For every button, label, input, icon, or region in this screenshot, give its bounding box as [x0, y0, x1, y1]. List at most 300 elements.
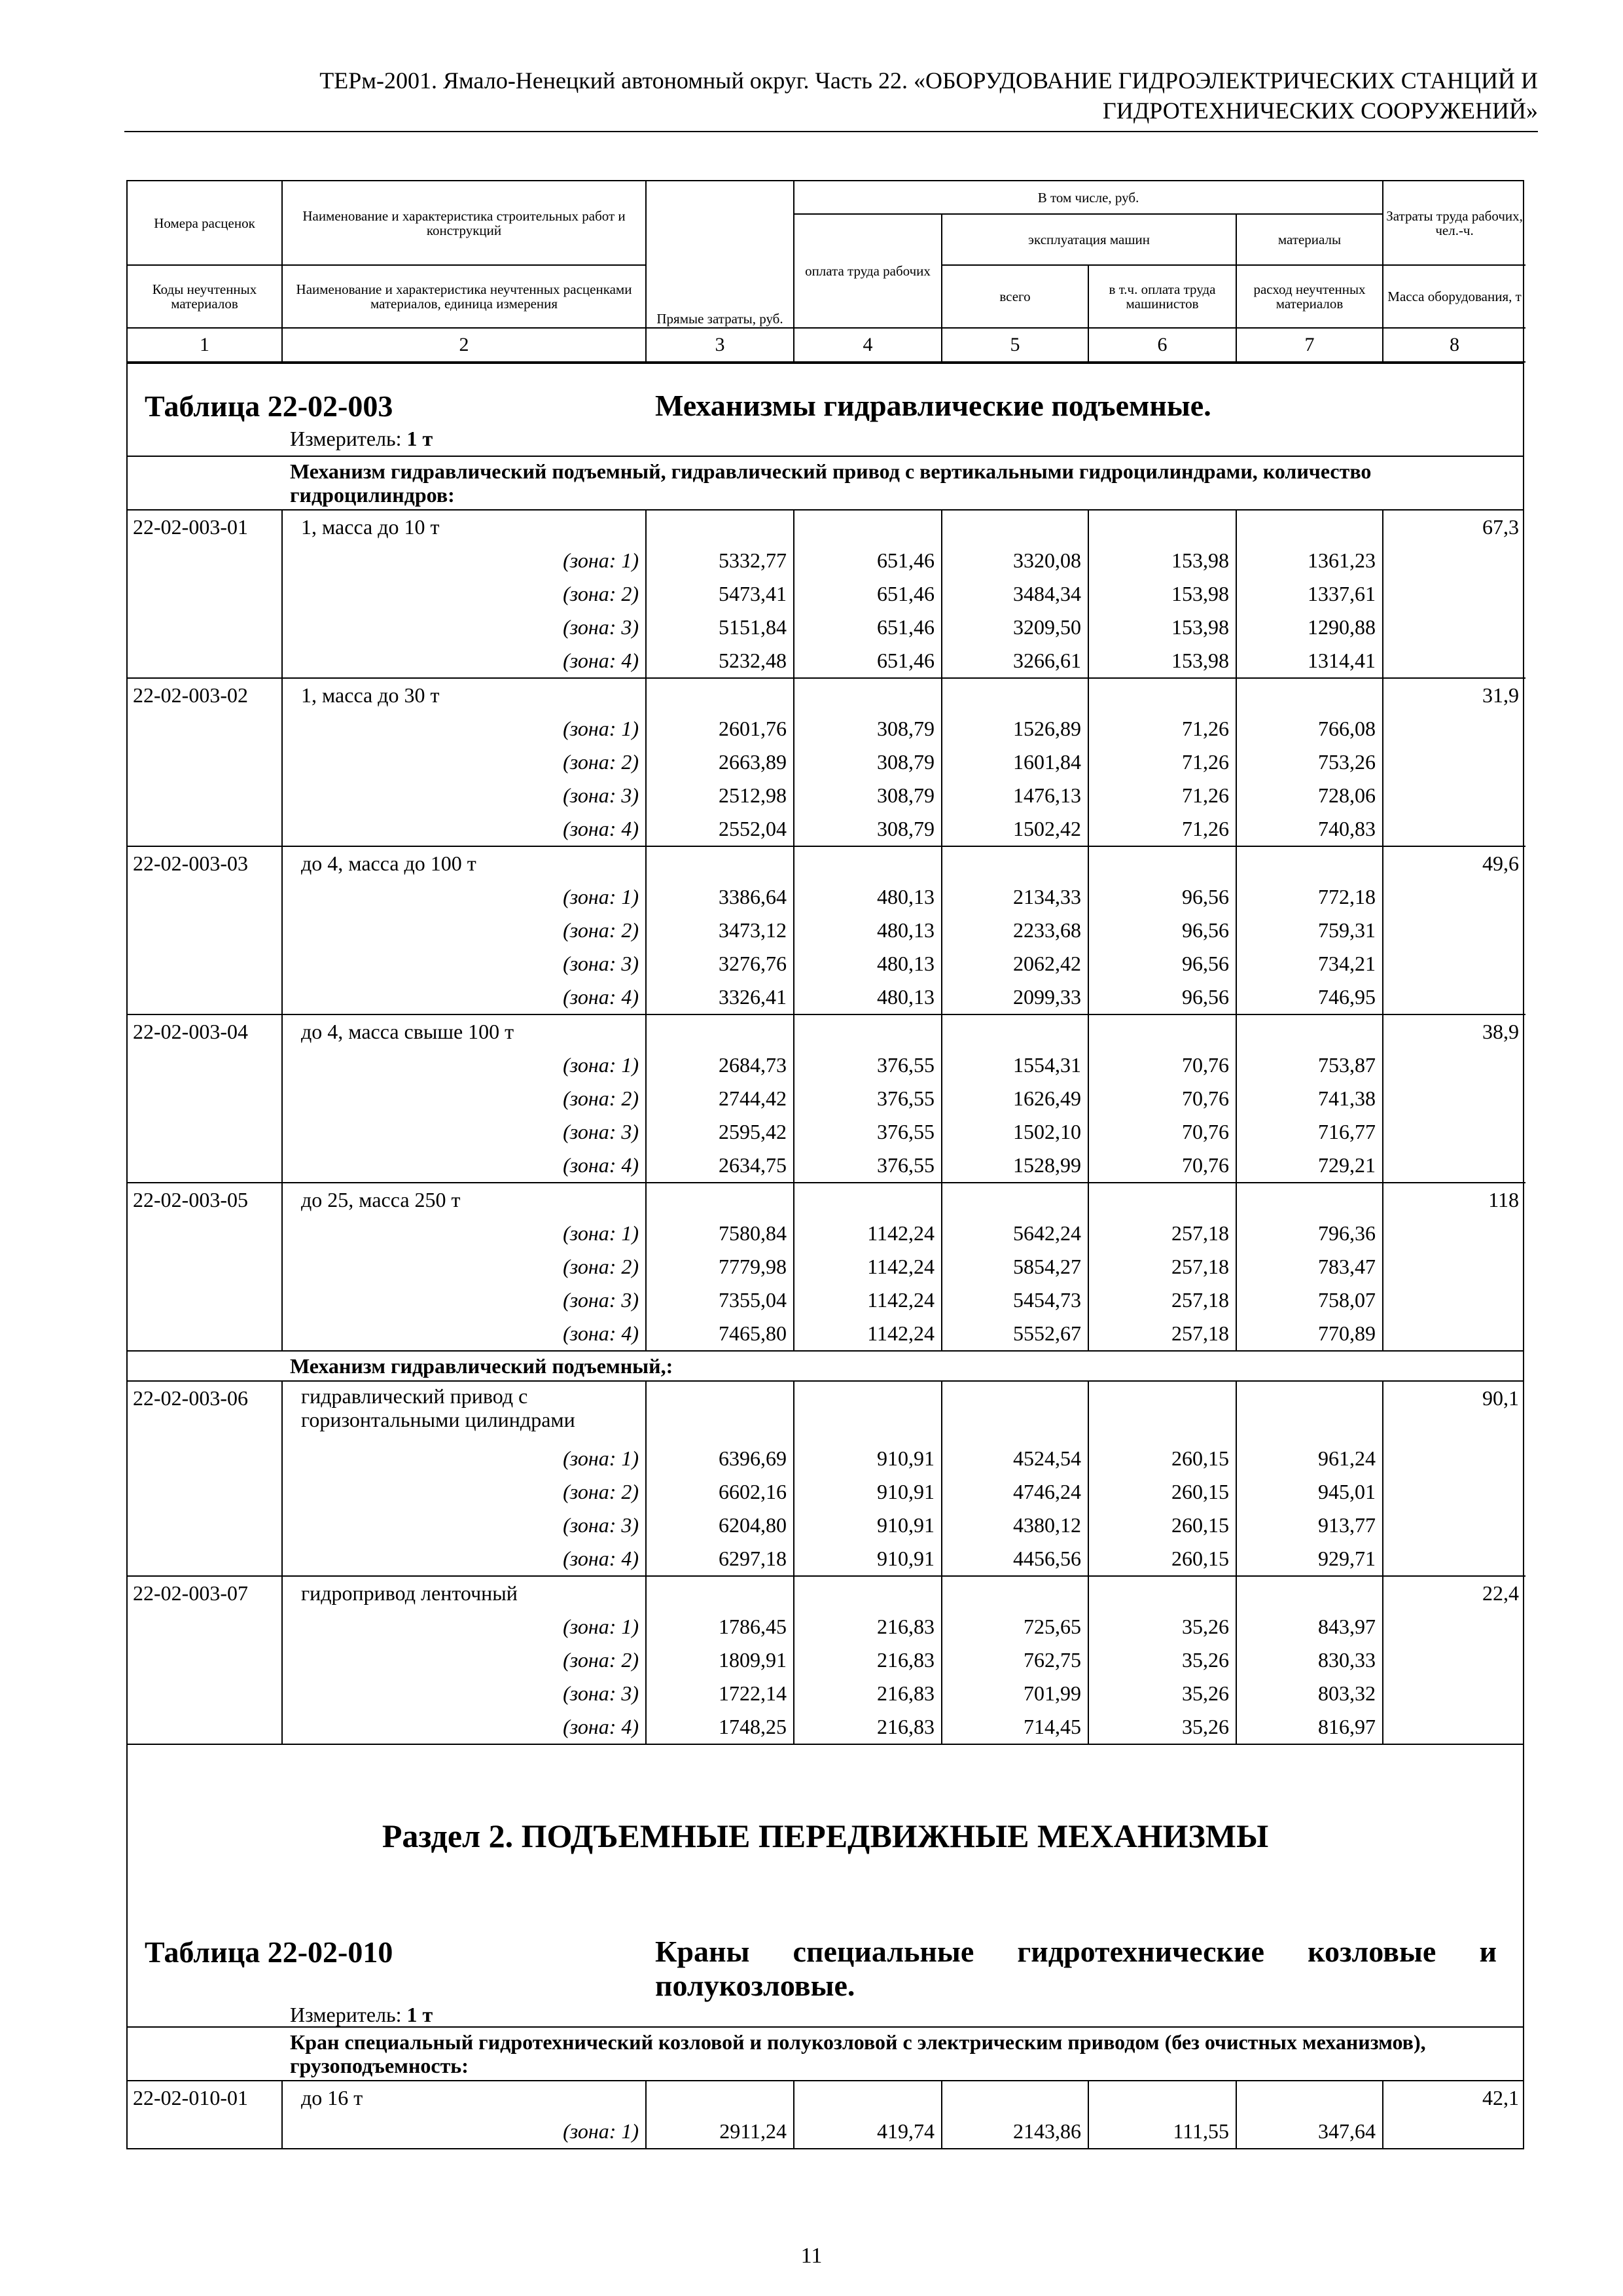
col7-header: расход неучтенных материалов: [1236, 265, 1383, 328]
labor-cost: 49,6: [1482, 852, 1519, 875]
empty-cell: [942, 511, 1088, 544]
running-header-line-2: ГИДРОТЕХНИЧЕСКИХ СООРУЖЕНИЙ»: [1102, 98, 1538, 124]
zone-row: [128, 1610, 1525, 1643]
zone-label: (зона: 3): [282, 1677, 646, 1710]
operator-pay: 111,55: [1088, 2115, 1236, 2148]
zone-row: [128, 779, 1525, 812]
zone-row: [128, 1049, 1525, 1082]
col2-top-header: Наименование и характеристика строительных работ и конструкций: [282, 181, 646, 265]
running-header-line-1: ТЕРм-2001. Ямало-Ненецкий автономный округ. Часть 22. «ОБОРУДОВАНИЕ ГИДРОЭЛЕКТРИЧЕСКИХ СТАНЦИЙ И: [319, 67, 1538, 94]
machines-total: 1476,13: [942, 779, 1088, 812]
materials-cost: 740,83: [1236, 812, 1383, 846]
empty-cell: [1088, 678, 1236, 712]
worker-pay: 308,79: [794, 779, 942, 812]
materials-cost: 753,87: [1236, 1049, 1383, 1082]
col-number: 1: [128, 328, 282, 362]
zone-row: [128, 1082, 1525, 1115]
machines-total: 3484,34: [942, 577, 1088, 611]
empty-cell: [1383, 544, 1525, 577]
worker-pay: 1142,24: [794, 1283, 942, 1317]
empty-cell: [942, 1183, 1088, 1217]
direct-cost: 7465,80: [646, 1317, 794, 1350]
worker-pay: 308,79: [794, 812, 942, 846]
empty-cell: [1383, 577, 1525, 611]
zone-row: [128, 812, 1525, 846]
worker-pay: 376,55: [794, 1082, 942, 1115]
empty-cell: [1383, 1610, 1525, 1643]
empty-cell: [1236, 1014, 1383, 1049]
zone-label: (зона: 2): [282, 577, 646, 611]
rate-block: [128, 1014, 1525, 1182]
operator-pay: 96,56: [1088, 880, 1236, 914]
materials-cost: 945,01: [1236, 1475, 1383, 1509]
worker-pay: 216,83: [794, 1710, 942, 1744]
worker-pay: 651,46: [794, 577, 942, 611]
direct-cost: 6297,18: [646, 1542, 794, 1575]
machines-total: 5642,24: [942, 1217, 1088, 1250]
empty-cell: [1383, 779, 1525, 812]
worker-pay: 1142,24: [794, 1217, 942, 1250]
machines-total: 5854,27: [942, 1250, 1088, 1283]
machines-total: 5552,67: [942, 1317, 1088, 1350]
materials-header: материалы: [1236, 214, 1383, 265]
incl-header: В том числе, руб.: [794, 181, 1383, 214]
rate-code: 22-02-003-07: [128, 1576, 282, 1744]
col-number: 3: [646, 328, 794, 362]
operator-pay: 260,15: [1088, 1475, 1236, 1509]
materials-cost: 961,24: [1236, 1442, 1383, 1475]
operator-pay: 153,98: [1088, 611, 1236, 644]
materials-cost: 913,77: [1236, 1509, 1383, 1542]
rate-code: 22-02-003-04: [128, 1014, 282, 1182]
machines-total: 4746,24: [942, 1475, 1088, 1509]
direct-cost: 5151,84: [646, 611, 794, 644]
col-number: 8: [1383, 328, 1525, 362]
empty-cell: [1383, 712, 1525, 745]
empty-cell: [646, 1014, 794, 1049]
operator-pay: 153,98: [1088, 644, 1236, 677]
zone-label: (зона: 3): [282, 1115, 646, 1149]
column-header-table: [128, 181, 1525, 363]
table2-measure: [290, 2003, 433, 2027]
materials-cost: 1314,41: [1236, 644, 1383, 677]
empty-cell: [942, 1576, 1088, 1610]
empty-cell: [794, 678, 942, 712]
empty-cell: [942, 678, 1088, 712]
table1-measure: [290, 427, 433, 451]
materials-cost: 766,08: [1236, 712, 1383, 745]
table1-group-heading-1: Механизм гидравлический подъемный, гидравлический привод с вертикальными гидроцилиндрами, количество гидроцилиндров:: [128, 456, 1523, 509]
machines-total: 4380,12: [942, 1509, 1088, 1542]
zone-label: (зона: 1): [282, 1610, 646, 1643]
worker-pay: 651,46: [794, 644, 942, 677]
section-title-block: [128, 1744, 1523, 2026]
zone-row: [128, 712, 1525, 745]
labor-cost: 67,3: [1482, 515, 1519, 539]
materials-cost: 759,31: [1236, 914, 1383, 947]
rate-code: 22-02-010-01: [128, 2081, 282, 2148]
zone-row: [128, 577, 1525, 611]
empty-cell: [942, 846, 1088, 880]
empty-cell: [1088, 1014, 1236, 1049]
machines-total: 1626,49: [942, 1082, 1088, 1115]
empty-cell: [1088, 2081, 1236, 2115]
zone-row: [128, 745, 1525, 779]
materials-cost: 758,07: [1236, 1283, 1383, 1317]
direct-cost: 2552,04: [646, 812, 794, 846]
worker-pay: 1142,24: [794, 1250, 942, 1283]
zone-label: (зона: 4): [282, 812, 646, 846]
zone-row: [128, 1283, 1525, 1317]
machines-total: 725,65: [942, 1610, 1088, 1643]
machines-total: 1502,42: [942, 812, 1088, 846]
empty-cell: [1088, 511, 1236, 544]
rate-name: до 4, масса до 100 т: [282, 846, 646, 880]
col8-bottom-header: Масса оборудования, т: [1383, 265, 1525, 328]
empty-cell: [794, 1576, 942, 1610]
operator-pay: 96,56: [1088, 914, 1236, 947]
direct-cost: 2663,89: [646, 745, 794, 779]
zone-row: [128, 2115, 1525, 2148]
zone-row: [128, 1509, 1525, 1542]
empty-cell: [646, 2081, 794, 2115]
empty-cell: [1383, 644, 1525, 677]
machines-total: 2099,33: [942, 980, 1088, 1014]
empty-cell: [794, 2081, 942, 2115]
header-rule: [124, 131, 1538, 132]
empty-cell: [794, 1382, 942, 1442]
operator-pay: 153,98: [1088, 544, 1236, 577]
operator-pay: 257,18: [1088, 1317, 1236, 1350]
direct-cost: 6396,69: [646, 1442, 794, 1475]
labor-cost: 31,9: [1482, 683, 1519, 707]
machines-total: 1528,99: [942, 1149, 1088, 1182]
empty-cell: [1236, 511, 1383, 544]
operator-pay: 70,76: [1088, 1082, 1236, 1115]
materials-cost: 830,33: [1236, 1643, 1383, 1677]
zone-label: (зона: 4): [282, 1542, 646, 1575]
zone-row: [128, 1115, 1525, 1149]
zone-label: (зона: 4): [282, 980, 646, 1014]
materials-cost: 746,95: [1236, 980, 1383, 1014]
operator-pay: 257,18: [1088, 1217, 1236, 1250]
operator-pay: 70,76: [1088, 1115, 1236, 1149]
rate-code: 22-02-003-02: [128, 678, 282, 846]
worker-pay: 308,79: [794, 745, 942, 779]
rate-block: [128, 2081, 1525, 2148]
col-number: 5: [942, 328, 1088, 362]
empty-cell: [646, 1576, 794, 1610]
table1-title: Механизмы гидравлические подъемные.: [655, 389, 1211, 422]
empty-cell: [1383, 1049, 1525, 1082]
empty-cell: [646, 846, 794, 880]
direct-cost: 2744,42: [646, 1082, 794, 1115]
worker-pay: 480,13: [794, 880, 942, 914]
col1-top-header: Номера расценок: [128, 181, 282, 265]
zone-row: [128, 947, 1525, 980]
machines-total: 2143,86: [942, 2115, 1088, 2148]
empty-cell: [1383, 1677, 1525, 1710]
materials-cost: 843,97: [1236, 1610, 1383, 1643]
rate-code: 22-02-003-03: [128, 846, 282, 1014]
zone-label: (зона: 1): [282, 544, 646, 577]
labor-cost: 38,9: [1482, 1020, 1519, 1043]
empty-cell: [1383, 812, 1525, 846]
empty-cell: [1236, 2081, 1383, 2115]
direct-cost: 2601,76: [646, 712, 794, 745]
direct-cost: 2684,73: [646, 1049, 794, 1082]
col2-bottom-header: Наименование и характеристика неучтенных расценками материалов, единица измерения: [282, 265, 646, 328]
direct-cost: 3386,64: [646, 880, 794, 914]
empty-cell: [1383, 1250, 1525, 1283]
zone-row: [128, 980, 1525, 1014]
zone-row: [128, 1442, 1525, 1475]
zone-label: (зона: 1): [282, 2115, 646, 2148]
worker-pay: 910,91: [794, 1475, 942, 1509]
zone-label: (зона: 3): [282, 947, 646, 980]
zone-row: [128, 880, 1525, 914]
empty-cell: [1383, 2115, 1525, 2148]
materials-cost: 728,06: [1236, 779, 1383, 812]
empty-cell: [646, 1183, 794, 1217]
zone-row: [128, 914, 1525, 947]
direct-cost: 6204,80: [646, 1509, 794, 1542]
zone-label: (зона: 4): [282, 1149, 646, 1182]
rate-block: [128, 1575, 1525, 1744]
materials-cost: 1290,88: [1236, 611, 1383, 644]
worker-pay: 216,83: [794, 1677, 942, 1710]
operator-pay: 153,98: [1088, 577, 1236, 611]
empty-cell: [1383, 1115, 1525, 1149]
machines-total: 3266,61: [942, 644, 1088, 677]
operator-pay: 71,26: [1088, 745, 1236, 779]
direct-cost: 3276,76: [646, 947, 794, 980]
worker-pay: 216,83: [794, 1643, 942, 1677]
rate-block: [128, 1182, 1525, 1350]
table2-rows: [128, 2080, 1523, 2148]
machines-total: 4524,54: [942, 1442, 1088, 1475]
zone-label: (зона: 1): [282, 1049, 646, 1082]
empty-cell: [1088, 846, 1236, 880]
zone-row: [128, 1250, 1525, 1283]
zone-row: [128, 644, 1525, 677]
zone-label: (зона: 3): [282, 611, 646, 644]
empty-cell: [942, 2081, 1088, 2115]
empty-cell: [646, 1382, 794, 1442]
rate-code: 22-02-003-05: [128, 1183, 282, 1350]
zone-row: [128, 611, 1525, 644]
operator-pay: 70,76: [1088, 1049, 1236, 1082]
col1-bottom-header: Коды неучтенных материалов: [128, 265, 282, 328]
measure-label: Измеритель:: [290, 427, 402, 450]
operator-pay: 260,15: [1088, 1542, 1236, 1575]
zone-label: (зона: 3): [282, 779, 646, 812]
operator-pay: 96,56: [1088, 980, 1236, 1014]
rate-name: 1, масса до 10 т: [282, 511, 646, 544]
empty-cell: [1383, 1710, 1525, 1744]
zone-row: [128, 1542, 1525, 1575]
col3-header: Прямые затраты, руб.: [646, 181, 794, 328]
empty-cell: [1383, 880, 1525, 914]
machines-total: 2062,42: [942, 947, 1088, 980]
worker-pay: 376,55: [794, 1149, 942, 1182]
direct-cost: 2911,24: [646, 2115, 794, 2148]
table2-group-heading-1: Кран специальный гидротехнический козловой и полукозловой с электрическим приводом (без очистных механизмов), грузоподъемность:: [128, 2026, 1523, 2080]
measure-label: Измеритель:: [290, 2003, 402, 2026]
zone-label: (зона: 2): [282, 745, 646, 779]
worker-pay: 480,13: [794, 914, 942, 947]
empty-cell: [1383, 1442, 1525, 1475]
zone-row: [128, 1317, 1525, 1350]
machines-total: 714,45: [942, 1710, 1088, 1744]
empty-cell: [1383, 1217, 1525, 1250]
machines-header: эксплуатация машин: [942, 214, 1236, 265]
empty-cell: [942, 1014, 1088, 1049]
direct-cost: 1809,91: [646, 1643, 794, 1677]
zone-label: (зона: 1): [282, 1442, 646, 1475]
operator-pay: 35,26: [1088, 1710, 1236, 1744]
direct-cost: 5332,77: [646, 544, 794, 577]
rate-name: гидравлический привод с горизонтальными цилиндрами: [282, 1382, 646, 1442]
direct-cost: 2634,75: [646, 1149, 794, 1182]
operator-pay: 70,76: [1088, 1149, 1236, 1182]
table2-label: Таблица 22-02-010: [145, 1935, 393, 1969]
direct-cost: 7580,84: [646, 1217, 794, 1250]
rate-name: гидропривод ленточный: [282, 1576, 646, 1610]
zone-row: [128, 1677, 1525, 1710]
materials-cost: 772,18: [1236, 880, 1383, 914]
zone-label: (зона: 1): [282, 1217, 646, 1250]
empty-cell: [1383, 611, 1525, 644]
operator-pay: 35,26: [1088, 1677, 1236, 1710]
worker-pay: 480,13: [794, 980, 942, 1014]
worker-pay: 480,13: [794, 947, 942, 980]
empty-cell: [1383, 1283, 1525, 1317]
rate-name: 1, масса до 30 т: [282, 678, 646, 712]
machines-total: 4456,56: [942, 1542, 1088, 1575]
empty-cell: [1383, 1542, 1525, 1575]
materials-cost: 783,47: [1236, 1250, 1383, 1283]
zone-row: [128, 1710, 1525, 1744]
col-number: 2: [282, 328, 646, 362]
operator-pay: 96,56: [1088, 947, 1236, 980]
materials-cost: 729,21: [1236, 1149, 1383, 1182]
labor-cost: 42,1: [1482, 2086, 1519, 2109]
worker-pay: 419,74: [794, 2115, 942, 2148]
zone-row: [128, 1643, 1525, 1677]
operator-pay: 257,18: [1088, 1283, 1236, 1317]
measure-value: 1 т: [406, 2003, 433, 2026]
materials-cost: 734,21: [1236, 947, 1383, 980]
table1-rows-part-2: [128, 1380, 1523, 1744]
empty-cell: [1383, 980, 1525, 1014]
empty-cell: [794, 1183, 942, 1217]
zone-row: [128, 1149, 1525, 1182]
machines-total: 3209,50: [942, 611, 1088, 644]
direct-cost: 1786,45: [646, 1610, 794, 1643]
materials-cost: 1361,23: [1236, 544, 1383, 577]
materials-cost: 796,36: [1236, 1217, 1383, 1250]
direct-cost: 1722,14: [646, 1677, 794, 1710]
direct-cost: 3326,41: [646, 980, 794, 1014]
machines-total: 2233,68: [942, 914, 1088, 947]
materials-cost: 741,38: [1236, 1082, 1383, 1115]
empty-cell: [1383, 1149, 1525, 1182]
empty-cell: [1236, 846, 1383, 880]
empty-cell: [794, 846, 942, 880]
worker-pay: 651,46: [794, 611, 942, 644]
empty-cell: [1383, 745, 1525, 779]
direct-cost: 5232,48: [646, 644, 794, 677]
measure-value: 1 т: [406, 427, 433, 450]
materials-cost: 929,71: [1236, 1542, 1383, 1575]
empty-cell: [1383, 1643, 1525, 1677]
zone-label: (зона: 2): [282, 1082, 646, 1115]
empty-cell: [1236, 678, 1383, 712]
col-number: 4: [794, 328, 942, 362]
operator-pay: 260,15: [1088, 1442, 1236, 1475]
col4-header: оплата труда рабочих: [794, 214, 942, 328]
empty-cell: [942, 1382, 1088, 1442]
zone-label: (зона: 4): [282, 1317, 646, 1350]
empty-cell: [1236, 1576, 1383, 1610]
rate-block: [128, 846, 1525, 1014]
materials-cost: 1337,61: [1236, 577, 1383, 611]
labor-cost: 118: [1488, 1188, 1519, 1211]
zone-label: (зона: 2): [282, 1643, 646, 1677]
zone-row: [128, 1217, 1525, 1250]
materials-cost: 716,77: [1236, 1115, 1383, 1149]
empty-cell: [1383, 1317, 1525, 1350]
materials-cost: 770,89: [1236, 1317, 1383, 1350]
labor-cost: 22,4: [1482, 1581, 1519, 1605]
zone-label: (зона: 4): [282, 1710, 646, 1744]
zone-label: (зона: 3): [282, 1283, 646, 1317]
operator-pay: 71,26: [1088, 779, 1236, 812]
col8-top-header: Затраты труда рабочих, чел.-ч.: [1383, 181, 1525, 265]
empty-cell: [646, 511, 794, 544]
running-header: [124, 65, 1538, 126]
empty-cell: [1383, 914, 1525, 947]
table2-title: Краны специальные гидротехнические козловые и полукозловые.: [655, 1935, 1497, 2002]
zone-row: [128, 544, 1525, 577]
zone-row: [128, 1475, 1525, 1509]
table1-rows-part-1: [128, 509, 1523, 1350]
worker-pay: 216,83: [794, 1610, 942, 1643]
rate-block: [128, 511, 1525, 677]
worker-pay: 910,91: [794, 1542, 942, 1575]
empty-cell: [794, 511, 942, 544]
direct-cost: 6602,16: [646, 1475, 794, 1509]
operator-pay: 35,26: [1088, 1643, 1236, 1677]
rate-block: [128, 1382, 1525, 1575]
zone-label: (зона: 1): [282, 712, 646, 745]
machines-total: 5454,73: [942, 1283, 1088, 1317]
zone-label: (зона: 3): [282, 1509, 646, 1542]
rate-name: до 4, масса свыше 100 т: [282, 1014, 646, 1049]
worker-pay: 376,55: [794, 1115, 942, 1149]
col5-header: всего: [942, 265, 1088, 328]
empty-cell: [646, 678, 794, 712]
machines-total: 1601,84: [942, 745, 1088, 779]
machines-total: 1526,89: [942, 712, 1088, 745]
machines-total: 701,99: [942, 1677, 1088, 1710]
worker-pay: 376,55: [794, 1049, 942, 1082]
empty-cell: [1088, 1183, 1236, 1217]
table1-label: Таблица 22-02-003: [145, 389, 393, 423]
empty-cell: [1088, 1382, 1236, 1442]
operator-pay: 71,26: [1088, 812, 1236, 846]
